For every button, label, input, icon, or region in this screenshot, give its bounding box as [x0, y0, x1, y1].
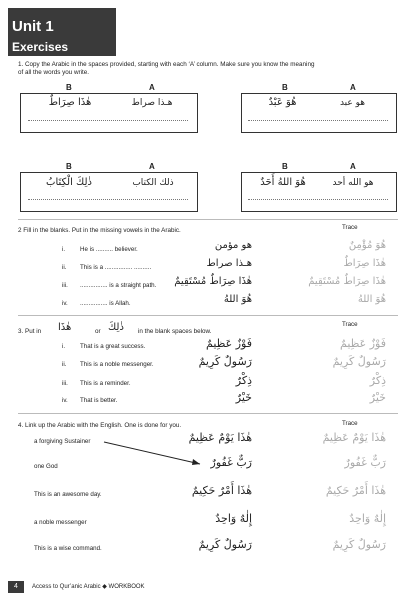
q3-row3-text: This is a reminder.	[80, 380, 131, 387]
q3-trace-heading: Trace	[342, 321, 358, 328]
q1-col-a-2: A	[350, 83, 356, 92]
q2-row4-trace: هُوَ اللهُ	[357, 294, 386, 305]
q1-box2-b: هُوَ عَبْدٌ	[268, 97, 297, 108]
q4-english-5[interactable]: This is a wise command.	[34, 545, 102, 552]
q1-box1-b: هٰذَا صِرَاطٌ	[48, 97, 92, 108]
q4-arabic-1[interactable]: هٰذَا يَوْمٌ عَظِيمٌ	[188, 431, 252, 444]
divider-2	[18, 315, 398, 316]
q1-box3-a: ذلك الكتاب	[132, 178, 174, 188]
q2-row2-num: ii.	[62, 264, 67, 271]
exercises-title: Exercises	[12, 40, 69, 54]
q1-col-b-1: B	[66, 83, 72, 92]
q1-col-a-4: A	[350, 162, 356, 171]
q1-box4-writing-line[interactable]	[248, 199, 388, 200]
q2-row3-trace: هٰذَا صِرَاطٌ مُسْتَقِيمٌ	[308, 276, 386, 287]
q3-row2-num: ii.	[62, 361, 67, 368]
q3-row4-num: iv.	[62, 397, 68, 404]
q1-instruction-line2: of all the words you write.	[18, 69, 90, 76]
q1-box4-b: هُوَ اللهُ أَحَدٌ	[260, 177, 306, 188]
q3-row3-arabic: ذِكْرٌ	[235, 374, 252, 387]
q3-row1-trace: فَوْزٌ عَظِيمٌ	[340, 337, 386, 350]
q3-row3-trace: ذِكْرٌ	[369, 374, 386, 387]
q2-instruction: 2 Fill in the blanks. Put in the missing vowels in the Arabic.	[18, 227, 181, 234]
q3-row2-trace: رَسُولٌ كَرِيمٌ	[332, 355, 386, 368]
q1-box2-a: هو عبد	[339, 98, 366, 108]
q4-trace-1: هٰذَا يَوْمٌ عَظِيمٌ	[322, 431, 386, 444]
q2-row1-trace: هُوَ مُؤْمِنٌ	[348, 240, 386, 251]
q3-row2-text: This is a noble messenger.	[80, 361, 154, 368]
q4-arabic-3[interactable]: هٰذَا أَمْرٌ حَكِيمٌ	[191, 484, 252, 497]
q4-trace-4: إِلٰهٌ وَاحِدٌ	[349, 512, 386, 525]
q3-or: or	[95, 328, 101, 335]
q3-row1-text: That is a great success.	[80, 343, 146, 350]
page-number: 4	[8, 581, 24, 593]
q4-trace-2: رَبٌّ غَفُورٌ	[344, 456, 386, 469]
arrowhead-icon	[192, 459, 200, 465]
q4-english-4[interactable]: a noble messenger	[34, 519, 87, 526]
unit-title: Unit 1	[12, 18, 54, 35]
q2-row4-num: iv.	[62, 300, 68, 307]
link-line	[104, 442, 200, 464]
q4-link-arrow	[100, 440, 220, 470]
q4-english-1[interactable]: a forgiving Sustainer	[34, 438, 91, 445]
q2-row2-text[interactable]: This is a ................ ..........	[80, 264, 152, 271]
q2-row2-trace: هٰذَا صِرَاطٌ	[343, 258, 386, 269]
q1-box2-writing-line[interactable]	[248, 120, 388, 121]
divider-1	[18, 219, 398, 220]
q3-row3-num: iii.	[62, 380, 68, 387]
q2-trace-heading: Trace	[342, 224, 358, 231]
q2-row3-num: iii.	[62, 282, 68, 289]
q4-arabic-5[interactable]: رَسُولٌ كَرِيمٌ	[198, 538, 252, 551]
q4-trace-3: هٰذَا أَمْرٌ حَكِيمٌ	[325, 484, 386, 497]
q3-word2: ذٰلِكَ	[108, 322, 124, 333]
q1-col-b-3: B	[66, 162, 72, 171]
q4-english-3[interactable]: This is an awesome day.	[34, 491, 102, 498]
q3-row4-trace: خَيْرٌ	[369, 391, 386, 404]
footer-text: Access to Qur’anic Arabic ◆ WORKBOOK	[32, 584, 145, 590]
q2-row1-arabic: هو مؤمن	[214, 240, 252, 251]
q4-english-2[interactable]: one God	[34, 463, 58, 470]
q2-row4-text[interactable]: ................ is Allah.	[80, 300, 131, 307]
q3-row4-arabic: خَيْرٌ	[235, 391, 252, 404]
q3-word1: هٰذَا	[58, 322, 72, 333]
q1-col-b-2: B	[282, 83, 288, 92]
divider-3	[18, 413, 398, 414]
q1-box1-a: هـذا صراط	[131, 98, 173, 108]
q1-col-a-3: A	[149, 162, 155, 171]
q2-row1-num: i.	[62, 246, 66, 253]
q4-trace-5: رَسُولٌ كَرِيمٌ	[332, 538, 386, 551]
q2-row3-text[interactable]: ................ is a straight path.	[80, 282, 157, 289]
q1-box4-a: هو الله أحد	[332, 178, 374, 188]
q4-arabic-4[interactable]: إِلٰهٌ وَاحِدٌ	[215, 512, 252, 525]
q3-row2-arabic: رَسُولٌ كَرِيمٌ	[198, 355, 252, 368]
q3-row1-arabic: فَوْزٌ عَظِيمٌ	[206, 337, 252, 350]
q1-box1-writing-line[interactable]	[28, 120, 188, 121]
q1-col-b-4: B	[282, 162, 288, 171]
q3-rest: in the blank spaces below.	[138, 328, 212, 335]
q2-row2-arabic: هـذا صراط	[206, 258, 252, 269]
q1-col-a-1: A	[149, 83, 155, 92]
q1-box3-b: ذٰلِكَ الْكِتَابُ	[46, 177, 92, 188]
q3-row1-num: i.	[62, 343, 66, 350]
q2-row4-arabic: هُوَ اللهُ	[223, 294, 252, 305]
q4-instruction: 4. Link up the Arabic with the English. One is done for you.	[18, 422, 182, 429]
q3-row4-text: That is better.	[80, 397, 118, 404]
q4-arabic-2[interactable]: رَبٌّ غَفُورٌ	[210, 456, 252, 469]
q2-row3-arabic: هٰذَا صِرَاطٌ مُسْتَقِيمٌ	[174, 276, 252, 287]
q2-row1-text[interactable]: He is .......... believer.	[80, 246, 138, 253]
q4-trace-heading: Trace	[342, 420, 358, 427]
q3-put-in: 3. Put in	[18, 328, 42, 335]
q1-box3-writing-line[interactable]	[28, 199, 188, 200]
q1-instruction-line1: 1. Copy the Arabic in the spaces provided, starting with each ‘A’ column. Make sure you know the meaning	[18, 61, 315, 68]
